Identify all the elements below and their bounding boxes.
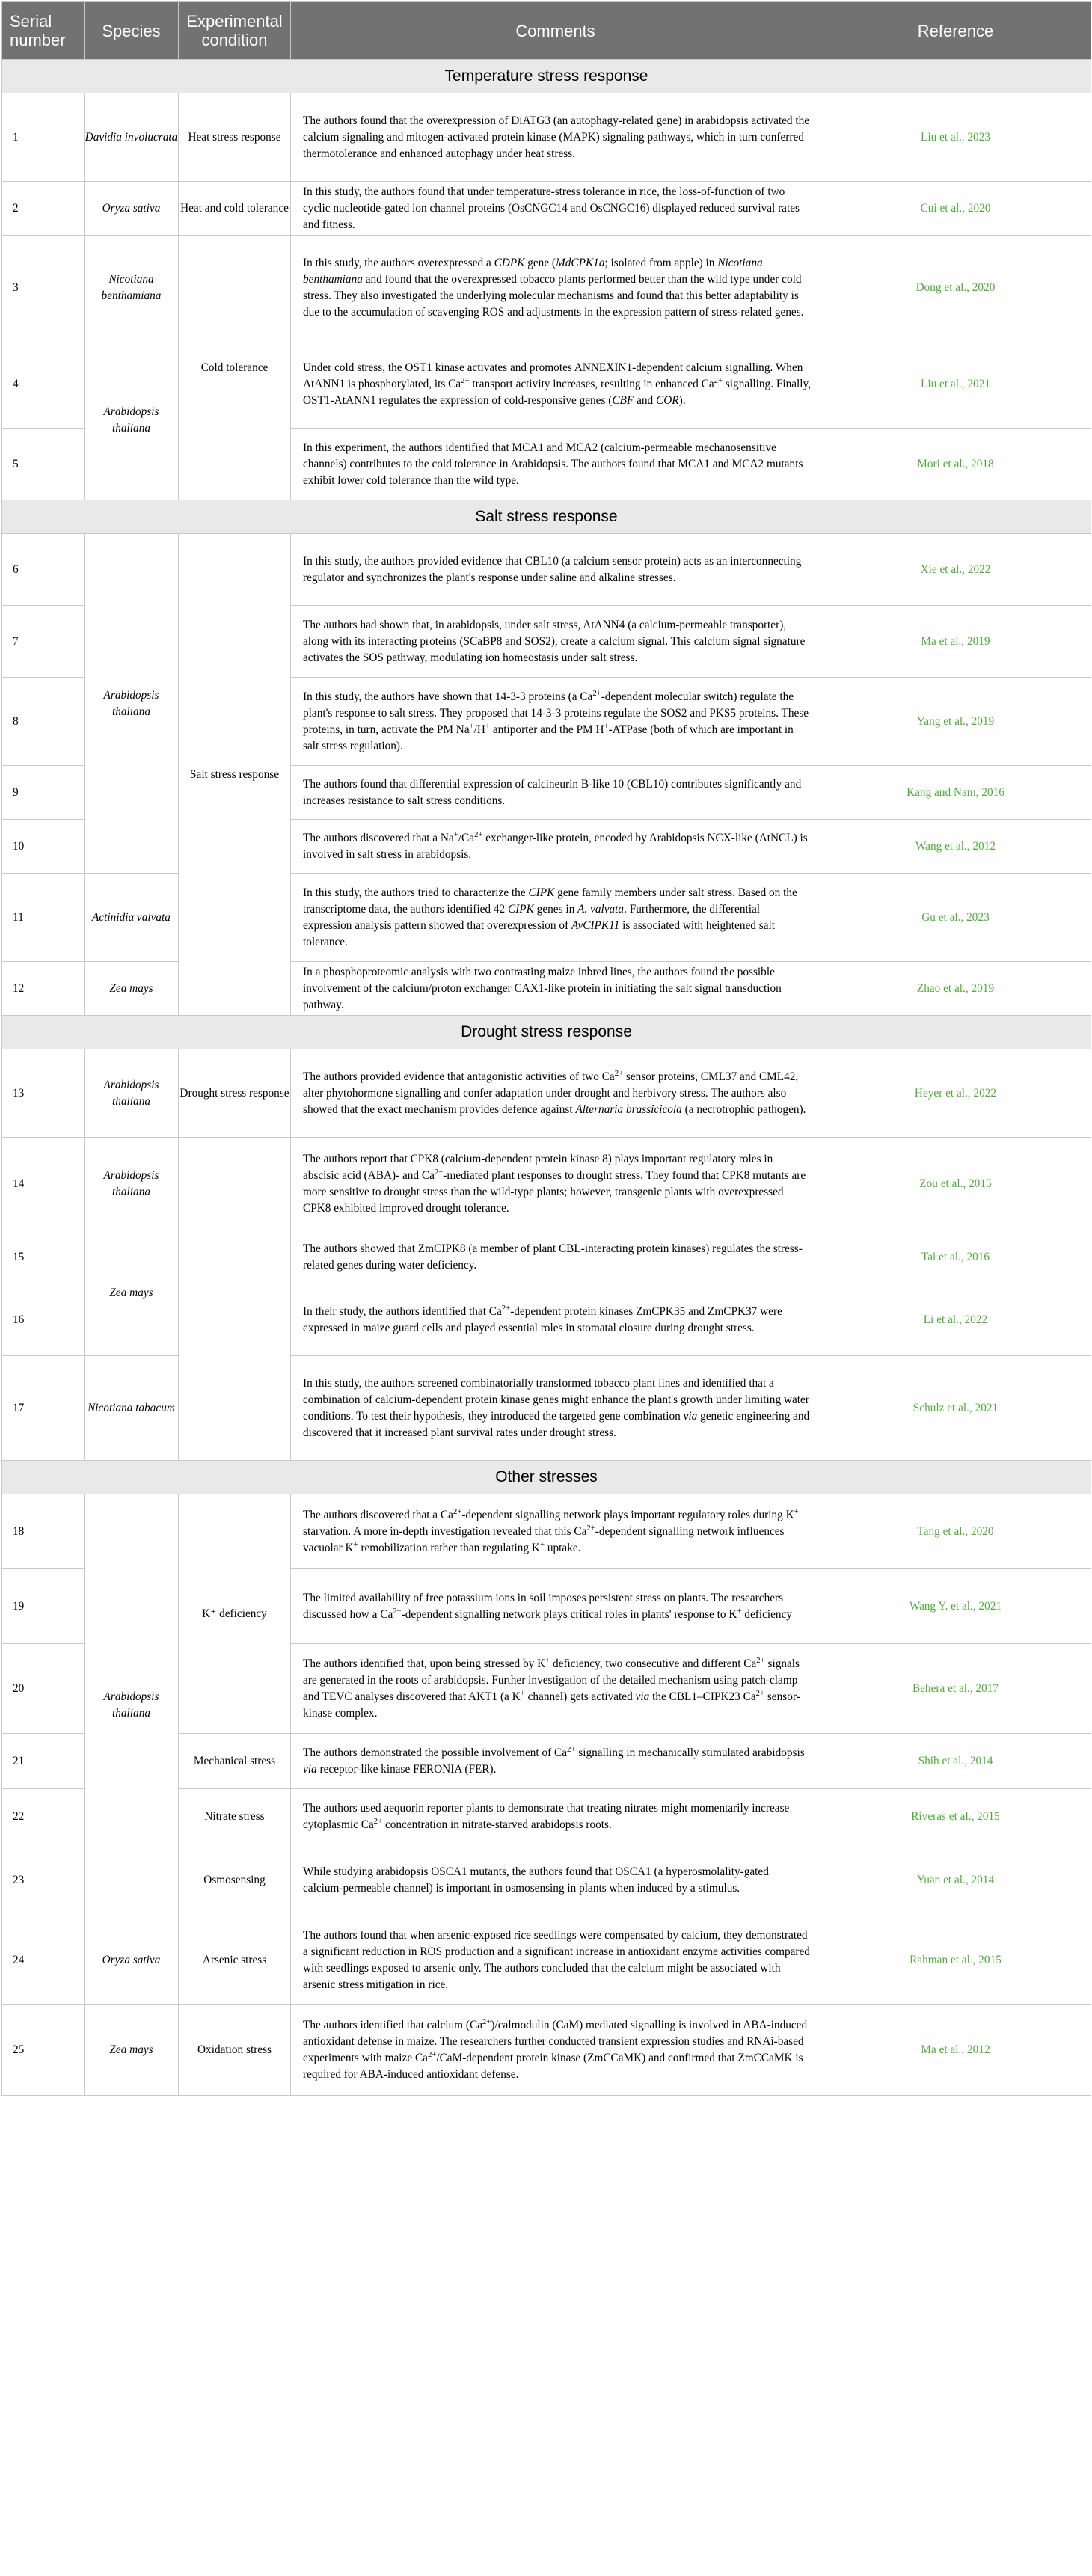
comment-cell: In this study, the authors screened combinatorially transformed tobacco plant lines and identified that a combination of calcium-dependent protein kinase genes might enhance the plant's growth under limiting water conditions. To test their hypothesis, they introduced the targeted gene combination via genetic engineering and discovered that it increased plant survival rates under drought stress. xyxy=(291,1356,820,1461)
species-cell: Arabidopsis thaliana xyxy=(85,534,179,874)
section-title: Drought stress response xyxy=(2,1016,1091,1049)
comment-cell: The authors identified that, upon being stressed by K+ deficiency, two consecutive and different $Ca^{2+}$ signals are generated in the roots of arabidopsis. Further investigation of the detailed mechanism using patch-clamp and TEVC analyses discovered that AKT1 (a K+ channel) gets activated via the CBL1–CIPK23 $Ca^{2+}$ sensor-kinase complex. xyxy=(291,1644,820,1734)
serial-cell: 18 xyxy=(2,1494,85,1569)
reference-link[interactable]: Kang and Nam, 2016 xyxy=(820,766,1091,820)
comment-cell: In their study, the authors identified that $Ca^{2+}$-dependent protein kinases ZmCPK35 and ZmCPK37 were expressed in maize guard cells and played essential roles in stomatal closure during drought stress. xyxy=(291,1284,820,1356)
reference-link[interactable]: Behera et al., 2017 xyxy=(820,1644,1091,1734)
condition-cell: Oxidation stress xyxy=(179,2005,291,2096)
table-row xyxy=(2,1138,1091,1230)
reference-link[interactable]: Gu et al., 2023 xyxy=(820,874,1091,962)
table-row xyxy=(2,1494,1091,1569)
header-row xyxy=(2,2,1091,60)
condition-cell: K⁺ deficiency xyxy=(179,1494,291,1734)
comment-cell: The authors identified that calcium $(Ca^{2+})$/calmodulin (CaM) mediated signalling is involved in ABA-induced antioxidant defense in maize. The researchers further conducted transient expression studies and RNAi-based experiments with maize $Ca^{2+}/CaM$-dependent protein kinase (ZmCCaMK) and confirmed that ZmCCaMK is required for ABA-induced antioxidant defense. xyxy=(291,2005,820,2096)
serial-cell: 3 xyxy=(2,236,85,340)
serial-cell: 6 xyxy=(2,534,85,606)
header-reference: Reference xyxy=(820,2,1091,60)
table-row xyxy=(2,340,1091,429)
serial-cell: 12 xyxy=(2,962,85,1016)
comment-cell: The authors used aequorin reporter plants to demonstrate that treating nitrates might momentarily increase cytoplasmic $Ca^{2+}$ concentration in nitrate-starved arabidopsis roots. xyxy=(291,1789,820,1844)
species-cell: Arabidopsis thaliana xyxy=(85,1138,179,1230)
comment-cell: The authors had shown that, in arabidopsis, under salt stress, AtANN4 (a calcium-permeable transporter), along with its interacting proteins (SCaBP8 and SOS2), create a calcium signal. This calcium signal signature activates the SOS pathway, modulating ion homeostasis under salt stress. xyxy=(291,606,820,678)
table-row xyxy=(2,962,1091,1016)
comment-cell: The authors found that the overexpression of DiATG3 (an autophagy-related gene) in arabidopsis activated the calcium signaling and mitogen-activated protein kinase (MAPK) signaling pathways, which in turn conferred thermotolerance and enhanced autophagy under heat stress. xyxy=(291,93,820,182)
reference-link[interactable]: Yuan et al., 2014 xyxy=(820,1844,1091,1916)
serial-cell: 2 xyxy=(2,182,85,236)
section-title: Other stresses xyxy=(2,1461,1091,1494)
table-row xyxy=(2,182,1091,236)
serial-cell: 11 xyxy=(2,874,85,962)
table-row xyxy=(2,874,1091,962)
table-row xyxy=(2,1916,1091,2005)
table-row xyxy=(2,1356,1091,1461)
reference-link[interactable]: Tai et al., 2016 xyxy=(820,1230,1091,1284)
species-cell: Oryza sativa xyxy=(85,182,179,236)
table-row xyxy=(2,1230,1091,1284)
serial-cell: 10 xyxy=(2,820,85,874)
species-cell: Arabidopsis thaliana xyxy=(85,1049,179,1138)
comment-cell: The authors demonstrated the possible involvement of $Ca^{2+}$ signalling in mechanically stimulated arabidopsis via receptor-like kinase FERONIA (FER). xyxy=(291,1734,820,1789)
condition-cell: Mechanical stress xyxy=(179,1734,291,1789)
header-condition: Experimental condition xyxy=(179,2,291,60)
species-cell: Arabidopsis thaliana xyxy=(85,1494,179,1916)
comment-cell: In this study, the authors found that under temperature-stress tolerance in rice, the loss-of-function of two cyclic nucleotide-gated ion channel proteins (OsCNGC14 and OsCNGC16) displayed reduced survival rates and fitness. xyxy=(291,182,820,236)
comment-cell: Under cold stress, the OST1 kinase activates and promotes ANNEXIN1-dependent calcium signalling. When AtANN1 is phosphorylated, its $Ca^{2+}$ transport activity increases, resulting in enhanced $Ca^{2+}$ signalling. Finally, OST1-AtANN1 regulates the expression of cold-responsive genes (CBF and COR). xyxy=(291,340,820,429)
section-row xyxy=(2,1016,1091,1049)
comment-cell: The authors found that differential expression of calcineurin B-like 10 (CBL10) contributes significantly and increases resistance to salt stress conditions. xyxy=(291,766,820,820)
comment-cell: In a phosphoproteomic analysis with two contrasting maize inbred lines, the authors found the possible involvement of the calcium/proton exchanger CAX1-like protein in initiating the salt signal transduction pathway. xyxy=(291,962,820,1016)
comment-cell: The authors showed that ZmCIPK8 (a member of plant CBL-interacting protein kinases) regulates the stress-related genes during water deficiency. xyxy=(291,1230,820,1284)
header-comments: Comments xyxy=(291,2,820,60)
condition-cell: Heat and cold tolerance xyxy=(179,182,291,236)
section-title: Salt stress response xyxy=(2,500,1091,534)
serial-cell: 16 xyxy=(2,1284,85,1356)
reference-link[interactable]: Ma et al., 2012 xyxy=(820,2005,1091,2096)
comment-cell: The authors found that when arsenic-exposed rice seedlings were compensated by calcium, they demonstrated a significant reduction in ROS production and a significant increase in antioxidant enzyme activities compared with seedlings exposed to arsenic only. The authors concluded that the calcium might be associated with arsenic stress mitigation in rice. xyxy=(291,1916,820,2005)
comment-cell: In this experiment, the authors identified that MCA1 and MCA2 (calcium-permeable mechanosensitive channels) contributes to the cold tolerance in Arabidopsis. The authors found that MCA1 and MCA2 mutants exhibit lower cold tolerance than the wild type. xyxy=(291,429,820,500)
condition-cell: Arsenic stress xyxy=(179,1916,291,2005)
reference-link[interactable]: Li et al., 2022 xyxy=(820,1284,1091,1356)
section-row xyxy=(2,60,1091,93)
comment-cell: The authors discovered that a $Na^+/Ca^{2+}$ exchanger-like protein, encoded by Arabidopsis NCX-like (AtNCL) is involved in salt stress in arabidopsis. xyxy=(291,820,820,874)
reference-link[interactable]: Cui et al., 2020 xyxy=(820,182,1091,236)
serial-cell: 22 xyxy=(2,1789,85,1844)
data-table xyxy=(1,1,1091,2096)
serial-cell: 9 xyxy=(2,766,85,820)
reference-link[interactable]: Yang et al., 2019 xyxy=(820,678,1091,766)
reference-link[interactable]: Dong et al., 2020 xyxy=(820,236,1091,340)
species-cell: Nicotiana tabacum xyxy=(85,1356,179,1461)
serial-cell: 5 xyxy=(2,429,85,500)
header-serial: Serial number xyxy=(2,2,85,60)
serial-cell: 8 xyxy=(2,678,85,766)
condition-cell: Osmosensing xyxy=(179,1844,291,1916)
reference-link[interactable]: Riveras et al., 2015 xyxy=(820,1789,1091,1844)
table-row xyxy=(2,93,1091,182)
reference-link[interactable]: Liu et al., 2021 xyxy=(820,340,1091,429)
serial-cell: 25 xyxy=(2,2005,85,2096)
species-cell: Oryza sativa xyxy=(85,1916,179,2005)
table-row xyxy=(2,534,1091,606)
serial-cell: 20 xyxy=(2,1644,85,1734)
serial-cell: 23 xyxy=(2,1844,85,1916)
serial-cell: 7 xyxy=(2,606,85,678)
serial-cell: 1 xyxy=(2,93,85,182)
species-cell: Davidia involucrata xyxy=(85,93,179,182)
comment-cell: The authors provided evidence that antagonistic activities of two $Ca^{2+}$ sensor proteins, CML37 and CML42, alter phytohormone signalling and confer adaptation under drought and herbivory stress. The authors also showed that the exact mechanism provides defence against Alternaria brassicicola (a necrotrophic pathogen). xyxy=(291,1049,820,1138)
comment-cell: While studying arabidopsis OSCA1 mutants, the authors found that OSCA1 (a hyperosmolality-gated calcium-permeable channel) is important in osmosensing in plants when induced by a stimulus. xyxy=(291,1844,820,1916)
table-row xyxy=(2,236,1091,340)
serial-cell: 19 xyxy=(2,1569,85,1644)
comment-cell: In this study, the authors provided evidence that CBL10 (a calcium sensor protein) acts as an interconnecting regulator and synchronizes the plant's response under saline and alkaline stresses. xyxy=(291,534,820,606)
comment-cell: The limited availability of free potassium ions in soil imposes persistent stress on plants. The researchers discussed how a $Ca^{2+}$-dependent signalling network plays critical roles in plants' response to K+ deficiency xyxy=(291,1569,820,1644)
condition-cell: Salt stress response xyxy=(179,534,291,1016)
comment-cell: In this study, the authors tried to characterize the CIPK gene family members under salt stress. Based on the transcriptome data, the authors identified 42 CIPK genes in A. valvata. Furthermore, the differential expression analysis pattern showed that overexpression of AvCIPK11 is associated with heightened salt tolerance. xyxy=(291,874,820,962)
species-cell: Zea mays xyxy=(85,2005,179,2096)
reference-link[interactable]: Mori et al., 2018 xyxy=(820,429,1091,500)
species-cell: Zea mays xyxy=(85,962,179,1016)
serial-cell: 21 xyxy=(2,1734,85,1789)
reference-link[interactable]: Shih et al., 2014 xyxy=(820,1734,1091,1789)
species-cell: Nicotiana benthamiana xyxy=(85,236,179,340)
section-title: Temperature stress response xyxy=(2,60,1091,93)
table-row xyxy=(2,2005,1091,2096)
table-row xyxy=(2,1049,1091,1138)
reference-link[interactable]: Tang et al., 2020 xyxy=(820,1494,1091,1569)
reference-link[interactable]: Wang Y. et al., 2021 xyxy=(820,1569,1091,1644)
header-species: Species xyxy=(85,2,179,60)
condition-cell xyxy=(179,1138,291,1461)
reference-link[interactable]: Heyer et al., 2022 xyxy=(820,1049,1091,1138)
reference-link[interactable]: Wang et al., 2012 xyxy=(820,820,1091,874)
species-cell: Zea mays xyxy=(85,1230,179,1356)
reference-link[interactable]: Schulz et al., 2021 xyxy=(820,1356,1091,1461)
comment-cell: The authors discovered that a $Ca^{2+}$-dependent signalling network plays important regulatory roles during K+ starvation. A more in-depth investigation revealed that this $Ca^{2+}$-dependent signalling network influences vacuolar K+ remobilization rather than regulating K+ uptake. xyxy=(291,1494,820,1569)
reference-link[interactable]: Xie et al., 2022 xyxy=(820,534,1091,606)
serial-cell: 17 xyxy=(2,1356,85,1461)
reference-link[interactable]: Rahman et al., 2015 xyxy=(820,1916,1091,2005)
reference-link[interactable]: Zhao et al., 2019 xyxy=(820,962,1091,1016)
condition-cell: Cold tolerance xyxy=(179,236,291,500)
comment-cell: The authors report that CPK8 (calcium-dependent protein kinase 8) plays important regulatory roles in abscisic acid (ABA)- and $Ca^{2+}$-mediated plant responses to drought stress. They found that CPK8 mutants are more sensitive to drought stress than the wild-type plants; however, transgenic plants with overexpressed CPK8 exhibited improved drought tolerance. xyxy=(291,1138,820,1230)
serial-cell: 13 xyxy=(2,1049,85,1138)
comment-cell: In this study, the authors have shown that 14-3-3 proteins (a $Ca^{2+}$-dependent molecular switch) regulate the plant's response to salt stress. They proposed that 14-3-3 proteins regulate the SOS2 and PKS5 proteins. These proteins, in turn, activate the PM Na+/H+ antiporter and the PM H+-ATPase (both of which are important in salt stress regulation). xyxy=(291,678,820,766)
serial-cell: 24 xyxy=(2,1916,85,2005)
serial-cell: 14 xyxy=(2,1138,85,1230)
species-cell: Actinidia valvata xyxy=(85,874,179,962)
reference-link[interactable]: Liu et al., 2023 xyxy=(820,93,1091,182)
reference-link[interactable]: Ma et al., 2019 xyxy=(820,606,1091,678)
section-row xyxy=(2,500,1091,534)
serial-cell: 4 xyxy=(2,340,85,429)
comment-cell: In this study, the authors overexpressed a CDPK gene (MdCPK1a; isolated from apple) in Nicotiana benthamiana and found that the overexpressed tobacco plants performed better than the wild type under cold stress. They also investigated the underlying molecular mechanisms and found that this better adaptability is due to the accumulation of scavenging ROS and adjustments in the expression pattern of stress-related genes. xyxy=(291,236,820,340)
serial-cell: 15 xyxy=(2,1230,85,1284)
reference-link[interactable]: Zou et al., 2015 xyxy=(820,1138,1091,1230)
section-row xyxy=(2,1461,1091,1494)
condition-cell: Nitrate stress xyxy=(179,1789,291,1844)
condition-cell: Heat stress response xyxy=(179,93,291,182)
condition-cell: Drought stress response xyxy=(179,1049,291,1138)
species-cell: Arabidopsis thaliana xyxy=(85,340,179,500)
